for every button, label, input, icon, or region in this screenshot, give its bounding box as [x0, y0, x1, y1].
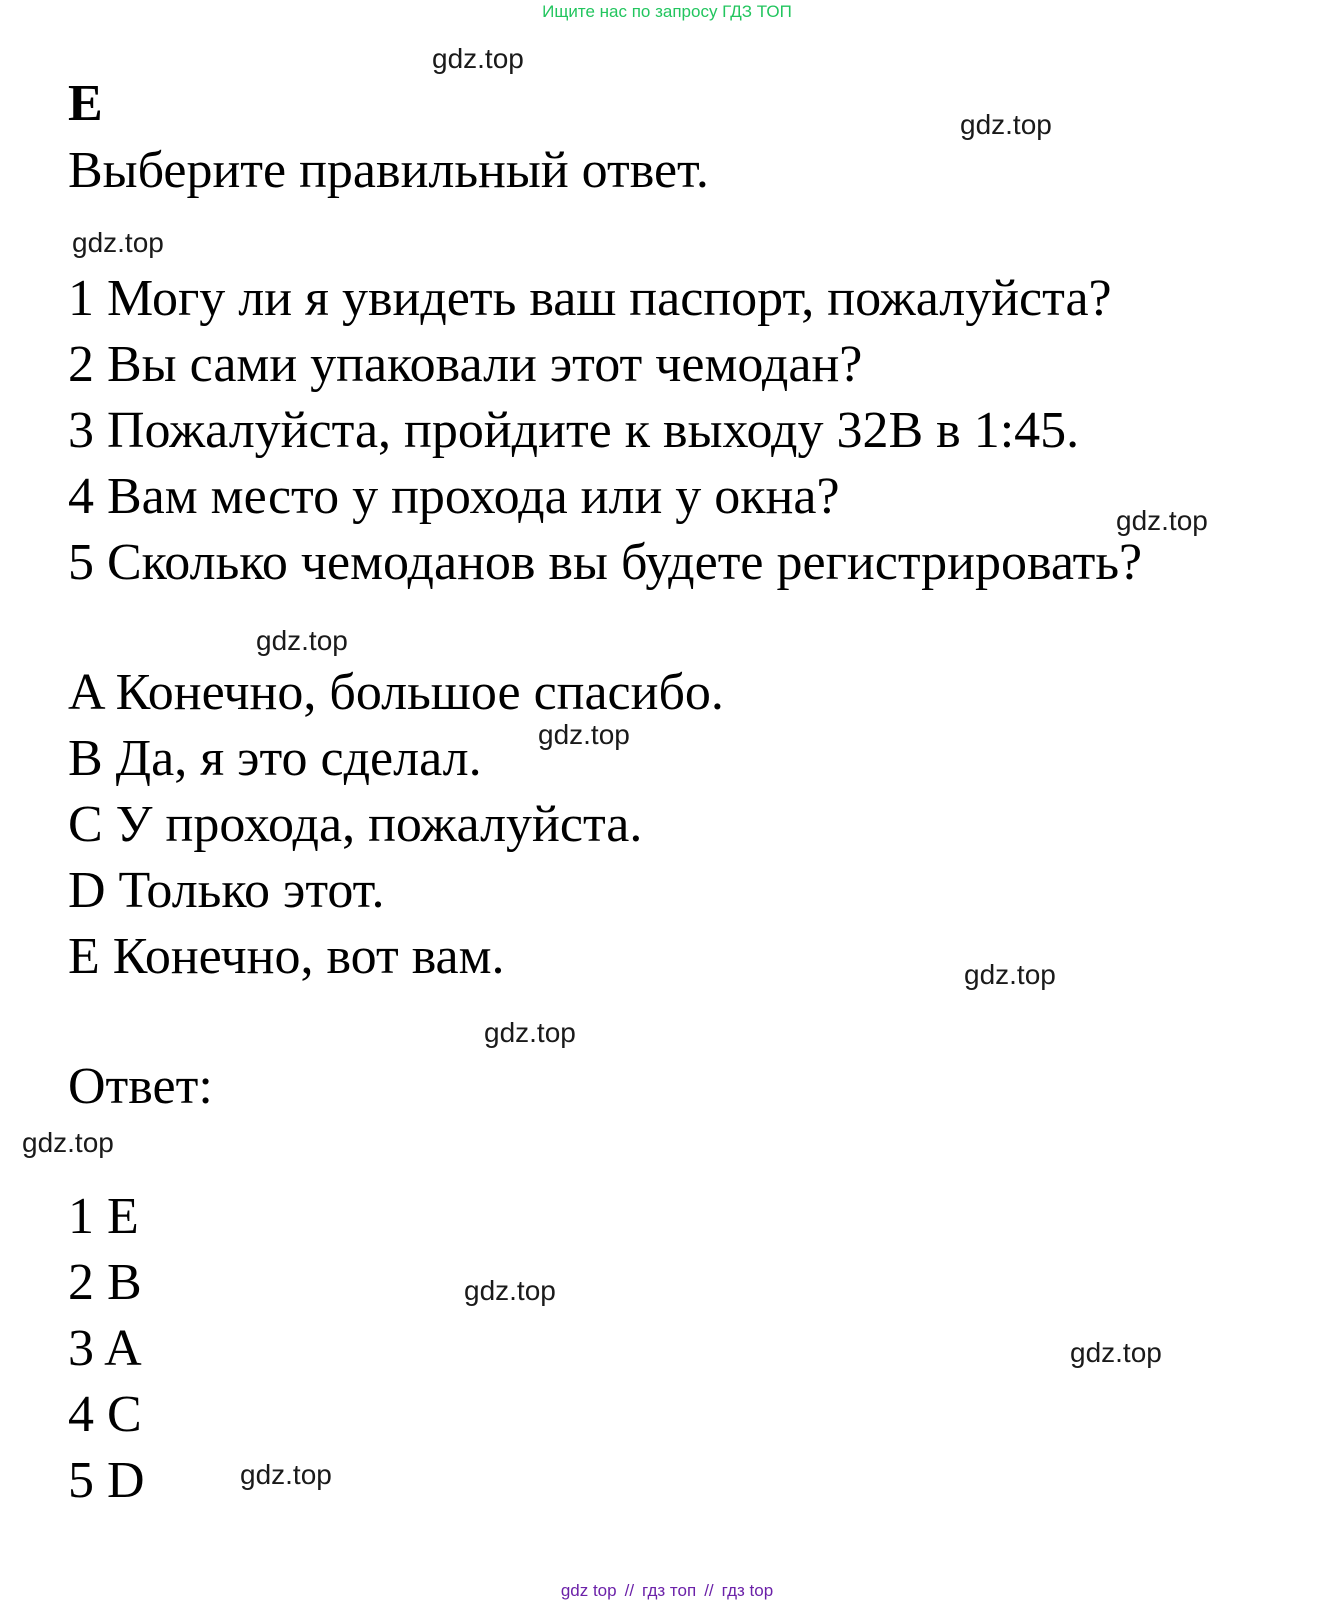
answer-item: 5 D [68, 1452, 145, 1509]
footer-separator: // [704, 1581, 714, 1600]
answer-item: 2 B [68, 1254, 142, 1311]
watermark: gdz.top [1116, 505, 1208, 536]
footer-link[interactable]: гдз топ [642, 1581, 697, 1600]
answer-item: 1 E [68, 1188, 139, 1245]
watermark: gdz.top [432, 43, 524, 74]
watermark: gdz.top [256, 625, 348, 656]
reply-item: E Конечно, вот вам. [68, 928, 505, 985]
watermark: gdz.top [22, 1127, 114, 1158]
instruction-text: Выберите правильный ответ. [68, 142, 709, 199]
reply-item: A Конечно, большое спасибо. [68, 664, 724, 721]
watermark: gdz.top [240, 1459, 332, 1490]
watermark: gdz.top [484, 1017, 576, 1048]
top-banner: Ищите нас по запросу ГДЗ ТОП [542, 2, 792, 21]
question-item: 4 Вам место у прохода или у окна? [68, 468, 840, 525]
footer-link[interactable]: гдз top [721, 1581, 774, 1600]
watermark: gdz.top [960, 109, 1052, 140]
reply-item: D Только этот. [68, 862, 385, 919]
watermark: gdz.top [964, 959, 1056, 990]
watermark: gdz.top [1070, 1337, 1162, 1368]
footer-link[interactable]: gdz top [560, 1581, 617, 1600]
question-item: 3 Пожалуйста, пройдите к выходу 32B в 1:45. [68, 402, 1080, 459]
question-item: 1 Могу ли я увидеть ваш паспорт, пожалуйста? [68, 270, 1112, 327]
footer-separator: // [624, 1581, 635, 1600]
reply-item: C У прохода, пожалуйста. [68, 796, 643, 853]
question-item: 5 Сколько чемоданов вы будете регистрировать? [68, 534, 1143, 591]
answer-item: 3 A [68, 1320, 142, 1377]
watermark: gdz.top [72, 227, 164, 258]
question-item: 2 Вы сами упаковали этот чемодан? [68, 336, 863, 393]
footer-links [0, 1580, 1334, 1602]
section-letter: E [68, 75, 103, 132]
reply-item: B Да, я это сделал. [68, 730, 482, 787]
watermark: gdz.top [538, 719, 630, 750]
answer-item: 4 C [68, 1386, 142, 1443]
watermark: gdz.top [464, 1275, 556, 1306]
answer-label: Ответ: [68, 1058, 213, 1115]
